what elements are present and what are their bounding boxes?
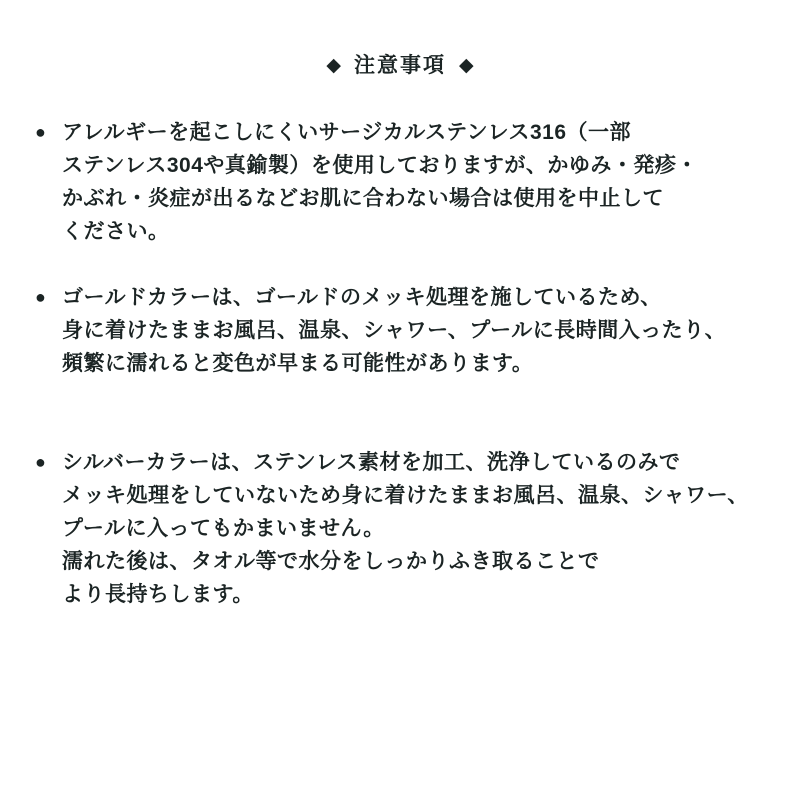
text-line: シルバーカラーは、ステンレス素材を加工、洗浄しているのみで [62, 451, 681, 474]
text-line: 頻繁に濡れると変色が早まる可能性があります。 [62, 352, 534, 375]
bullet-circle-icon: ● [35, 452, 46, 472]
list-item-gold-color-notice [35, 281, 776, 380]
text-line: ステンレス304や真鍮製）を使用しておりますが、かゆみ・発疹・ [62, 154, 698, 177]
list-item-allergy-notice [35, 116, 776, 248]
page-title [0, 49, 800, 82]
text-line: ゴールドカラーは、ゴールドのメッキ処理を施しているため、 [62, 286, 662, 309]
notice-list [0, 116, 800, 611]
text-line: 濡れた後は、タオル等で水分をしっかりふき取ることで [62, 550, 600, 573]
list-item-text [62, 116, 698, 248]
text-line: より長持ちします。 [62, 583, 254, 606]
text-line: プールに入ってもかまいません。 [62, 517, 385, 540]
list-item-silver-color-notice [35, 446, 776, 611]
bullet-circle-icon: ● [35, 122, 46, 142]
diamond-left-icon: ◆ [326, 55, 341, 76]
list-item-text [62, 281, 726, 380]
text-line: 身に着けたままお風呂、温泉、シャワー、プールに長時間入ったり、 [62, 319, 727, 342]
bullet-circle-icon: ● [35, 287, 46, 307]
text-line: アレルギーを起こしにくいサージカルステンレス316（一部 [62, 121, 631, 144]
text-line: かぶれ・炎症が出るなどお肌に合わない場合は使用を中止して [62, 187, 664, 210]
list-item-text [62, 446, 749, 611]
text-line: メッキ処理をしていないため身に着けたままお風呂、温泉、シャワー、 [62, 484, 749, 507]
page-title-text: 注意事項 [354, 54, 446, 77]
text-line: ください。 [62, 220, 170, 243]
diamond-right-icon: ◆ [459, 55, 474, 76]
